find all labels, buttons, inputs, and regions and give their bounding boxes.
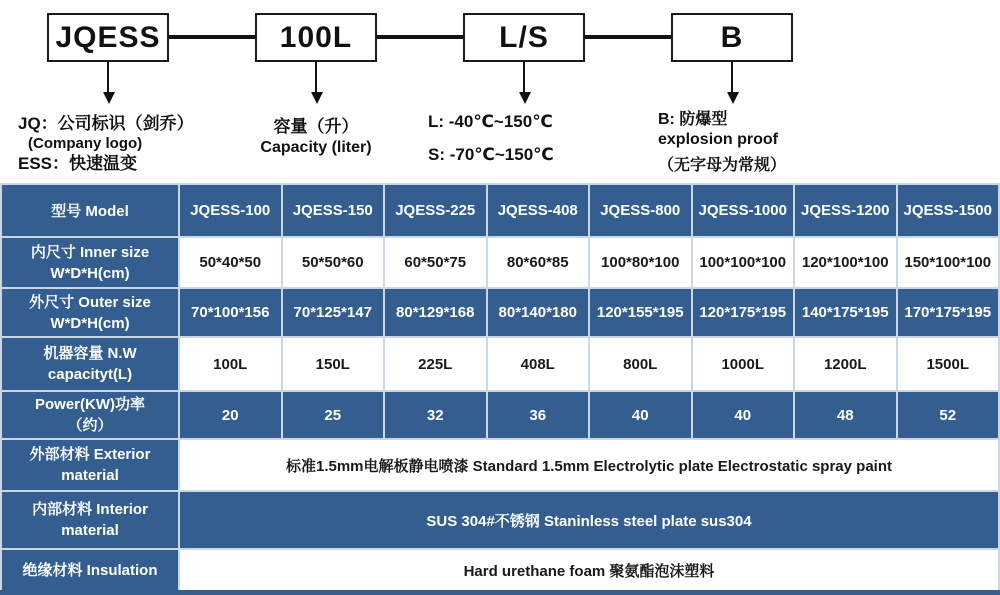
insulation-row (1, 549, 999, 591)
value-cell: 32 (384, 391, 487, 439)
value-cell: 60*50*75 (384, 237, 487, 288)
value-cell: 52 (897, 391, 1000, 439)
row-label (1, 491, 179, 549)
note-explosion-proof (658, 110, 786, 176)
model-name-cell: JQESS-408 (487, 184, 590, 237)
value-cell: 100*80*100 (589, 237, 692, 288)
down-arrow-head (519, 92, 531, 104)
value-cell: 225L (384, 337, 487, 391)
connector-line (169, 35, 255, 39)
row-label-line: material (61, 522, 119, 539)
note-line: B: 防爆型 (658, 111, 728, 128)
value-cell: 70*100*156 (179, 288, 282, 337)
value-cell: 40 (589, 391, 692, 439)
down-arrow (315, 62, 317, 96)
note-line: （无字母为常规） (658, 157, 787, 174)
interior-material-row (1, 491, 999, 549)
value-cell: 120*175*195 (692, 288, 795, 337)
note-line: Capacity (liter) (260, 139, 372, 156)
value-cell: 1000L (692, 337, 795, 391)
code-box-jqess: JQESS (47, 13, 169, 62)
note-temperature-range (428, 112, 554, 178)
value-cell: 20 (179, 391, 282, 439)
value-cell: 80*140*180 (487, 288, 590, 337)
row-label-line: 内尺寸 Inner size (30, 243, 150, 261)
value-cell: 70*125*147 (282, 288, 385, 337)
header-model-label: 型号 Model (1, 184, 179, 237)
value-cell: 800L (589, 337, 692, 391)
connector-line (377, 35, 463, 39)
inner-size-row (1, 237, 999, 288)
power-row (1, 391, 999, 439)
model-name-cell: JQESS-1200 (794, 184, 897, 237)
capacity-row (1, 337, 999, 391)
value-cell: 80*60*85 (487, 237, 590, 288)
code-box-b: B (671, 13, 793, 62)
note-capacity (226, 116, 406, 158)
row-label-line: 外部材料 Exterior (29, 446, 151, 463)
value-cell: 150*100*100 (897, 237, 1000, 288)
down-arrow-head (727, 92, 739, 104)
code-box-100l: 100L (255, 13, 377, 62)
value-cell: 120*100*100 (794, 237, 897, 288)
row-label-line: 机器容量 N.W (43, 345, 137, 362)
bottom-accent-bar (0, 590, 1000, 595)
row-label-line: 内部材料 Interior (32, 501, 148, 518)
value-cell: 50*40*50 (179, 237, 282, 288)
row-label-line: Power(KW)功率 (35, 396, 145, 413)
row-label-line: W*D*H(cm) (50, 264, 130, 282)
spec-table (0, 183, 1000, 592)
row-label-line: 外尺寸 Outer size (29, 293, 151, 311)
connector-line (585, 35, 671, 39)
value-cell: 25 (282, 391, 385, 439)
value-cell: 50*50*60 (282, 237, 385, 288)
merged-value-cell: SUS 304#不锈钢 Staninless steel plate sus304 (179, 491, 999, 549)
value-cell: 40 (692, 391, 795, 439)
model-name-cell: JQESS-100 (179, 184, 282, 237)
down-arrow-head (103, 92, 115, 104)
note-company-logo (18, 114, 194, 174)
value-cell: 150L (282, 337, 385, 391)
model-name-cell: JQESS-1000 (692, 184, 795, 237)
value-cell: 408L (487, 337, 590, 391)
value-cell: 48 (794, 391, 897, 439)
row-label-line: （约） (67, 417, 113, 434)
row-label-line: material (61, 467, 119, 484)
value-cell: 100*100*100 (692, 237, 795, 288)
note-line: ESS：快速温变 (18, 154, 138, 173)
model-name-cell: JQESS-150 (282, 184, 385, 237)
note-line: L: -40℃~150℃ (428, 112, 553, 131)
value-cell: 120*155*195 (589, 288, 692, 337)
row-label-line: 绝缘材料 Insulation (22, 561, 158, 579)
note-line: 容量（升） (273, 117, 359, 136)
row-label (1, 337, 179, 391)
value-cell: 170*175*195 (897, 288, 1000, 337)
table-header-row (1, 184, 999, 237)
note-line: S: -70℃~150℃ (428, 145, 554, 164)
model-name-cell: JQESS-800 (589, 184, 692, 237)
note-line: explosion proof (658, 131, 778, 148)
note-line: (Company logo) (28, 135, 143, 152)
value-cell: 100L (179, 337, 282, 391)
row-label-line: W*D*H(cm) (50, 314, 130, 332)
value-cell: 140*175*195 (794, 288, 897, 337)
model-name-cell: JQESS-1500 (897, 184, 1000, 237)
down-arrow (107, 62, 109, 96)
exterior-material-row (1, 439, 999, 491)
value-cell: 1500L (897, 337, 1000, 391)
merged-value-cell: 标准1.5mm电解板静电喷漆 Standard 1.5mm Electrolytic plate Electrostatic spray paint (179, 439, 999, 491)
model-code-diagram (0, 0, 1000, 183)
down-arrow (731, 62, 733, 96)
down-arrow-head (311, 92, 323, 104)
code-box-ls: L/S (463, 13, 585, 62)
down-arrow (523, 62, 525, 96)
row-label (1, 549, 179, 591)
value-cell: 36 (487, 391, 590, 439)
outer-size-row (1, 288, 999, 337)
merged-value-cell: Hard urethane foam 聚氨酯泡沫塑料 (179, 549, 999, 591)
note-line: JQ：公司标识（剑乔） (18, 114, 194, 133)
row-label (1, 237, 179, 288)
row-label (1, 439, 179, 491)
value-cell: 80*129*168 (384, 288, 487, 337)
row-label (1, 391, 179, 439)
row-label-line: capacityt(L) (47, 366, 133, 383)
value-cell: 1200L (794, 337, 897, 391)
model-name-cell: JQESS-225 (384, 184, 487, 237)
row-label (1, 288, 179, 337)
